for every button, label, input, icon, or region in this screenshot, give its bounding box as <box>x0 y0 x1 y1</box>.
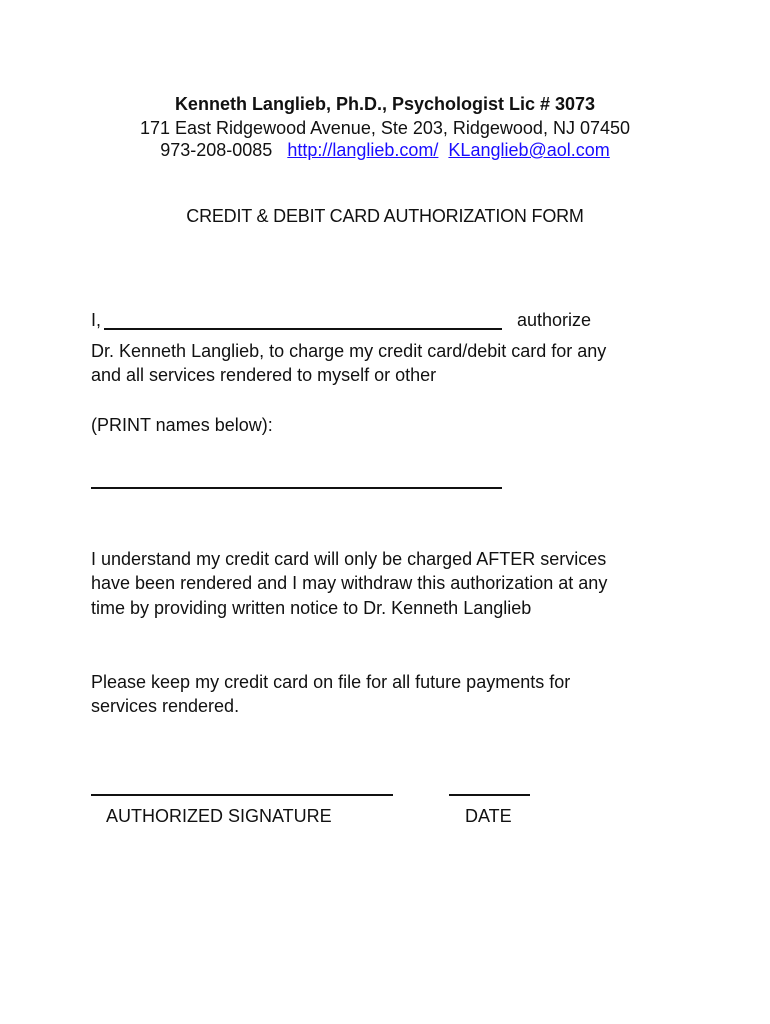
keep-on-file-line-1: Please keep my credit card on file for all future payments for <box>91 672 571 692</box>
contact-line <box>0 139 770 161</box>
form-title: CREDIT & DEBIT CARD AUTHORIZATION FORM <box>186 206 584 226</box>
website-link[interactable]: http://langlieb.com/ <box>287 140 439 160</box>
understand-text-line-3: time by providing written notice to Dr. Kenneth Langlieb <box>91 598 532 618</box>
authorization-text-line-1: Dr. Kenneth Langlieb, to charge my credit card/debit card for any <box>91 341 607 361</box>
practitioner-name-license: Kenneth Langlieb, Ph.D., Psychologist Lic # 3073 <box>174 94 596 114</box>
email-link[interactable]: KLanglieb@aol.com <box>448 140 610 160</box>
name-prefix: I, <box>91 310 102 330</box>
practice-address: 171 East Ridgewood Avenue, Ste 203, Ridgewood, NJ 07450 <box>139 118 631 138</box>
authorization-text-line-2: and all services rendered to myself or other <box>91 365 437 385</box>
date-line[interactable] <box>449 794 530 796</box>
signature-label: AUTHORIZED SIGNATURE <box>106 806 332 826</box>
cardholder-name-line[interactable] <box>104 328 502 330</box>
authorize-word: authorize <box>517 310 592 330</box>
phone-number: 973-208-0085 <box>160 140 273 160</box>
print-names-line[interactable] <box>91 487 502 489</box>
signature-line[interactable] <box>91 794 393 796</box>
keep-on-file-line-2: services rendered. <box>91 696 240 716</box>
understand-text-line-1: I understand my credit card will only be charged AFTER services <box>91 549 607 569</box>
understand-text-line-2: have been rendered and I may withdraw this authorization at any <box>91 573 608 593</box>
date-label: DATE <box>465 806 512 826</box>
print-names-label: (PRINT names below): <box>91 415 273 435</box>
